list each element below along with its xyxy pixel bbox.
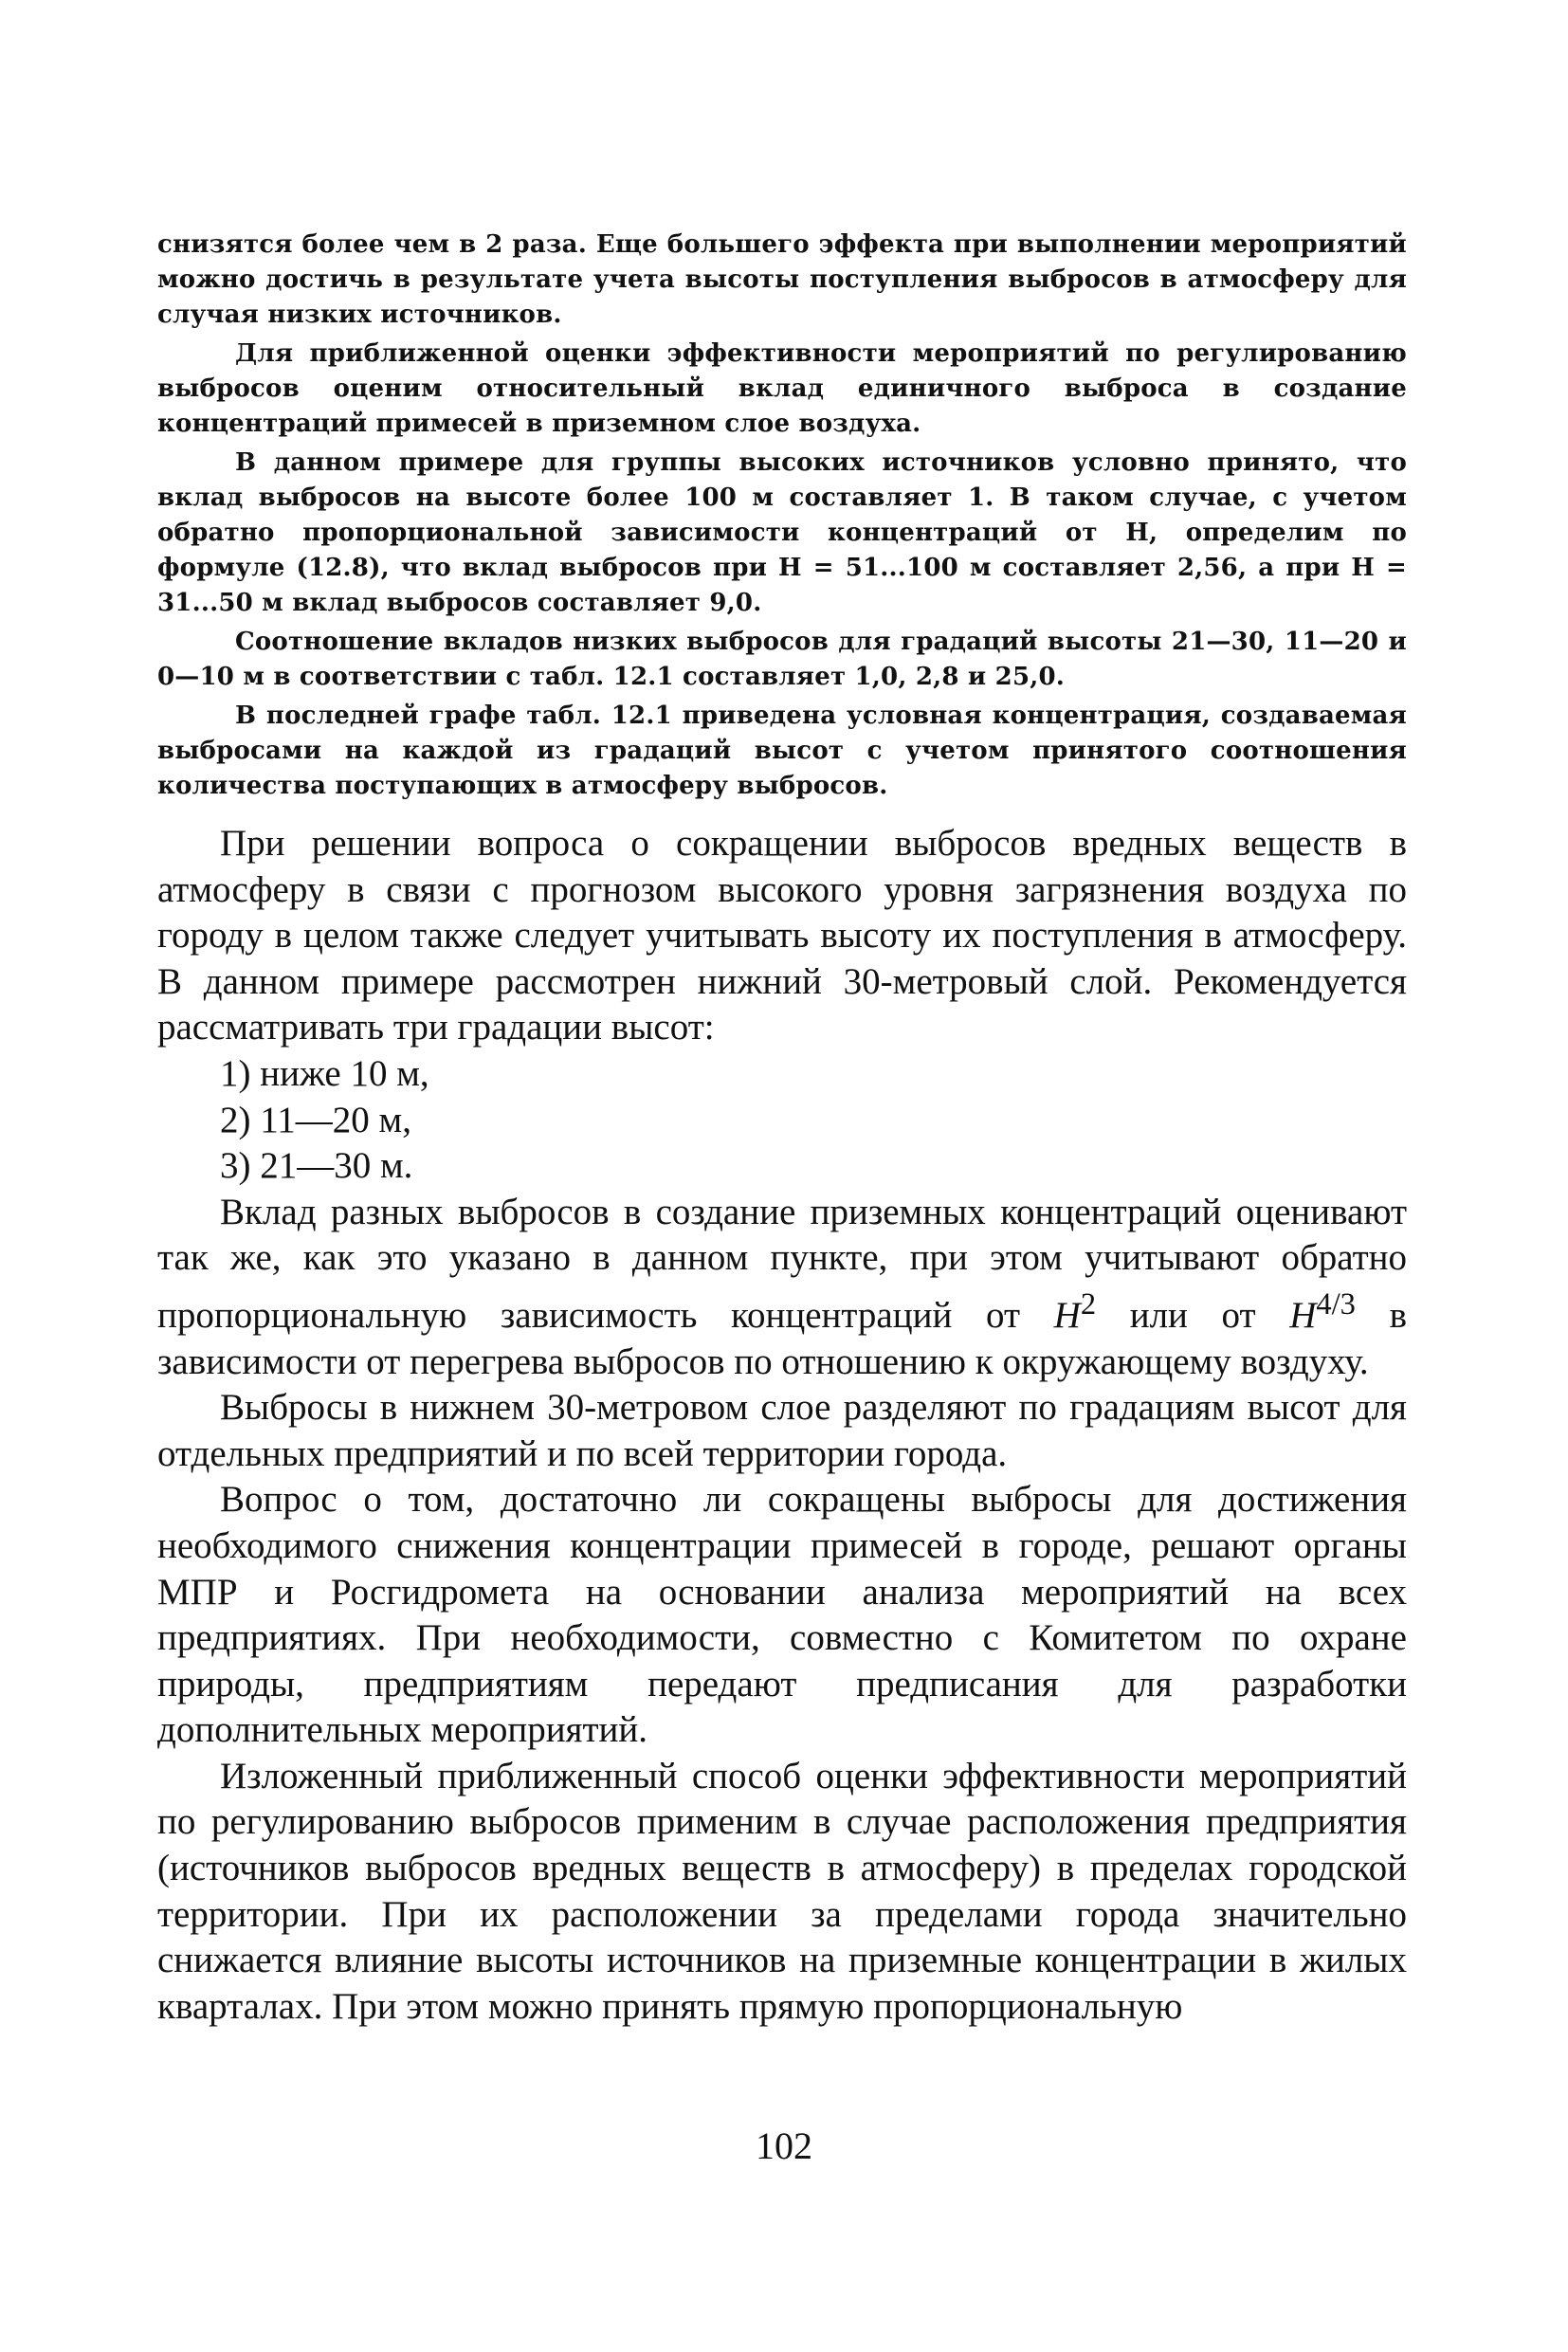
large-paragraph-3: Выбросы в нижнем 30-метровом слое разделяют по градациям высот для отдельных предприятий и по всей территории города. (157, 1387, 1407, 1474)
large-paragraph-5: Изложенный приближенный способ оценки эффективности мероприятий по регулированию выбросов применим в случае расположения предприятия (источников выбросов вредных веществ в атмосферу) в пределах городской территории. При их расположении за пределами города значительно снижается влияние высоты источников на приземные концентрации в жилых кварталах. При этом можно принять прямую пропорциональную (157, 1755, 1407, 2027)
variable-h: H (1053, 1294, 1081, 1336)
list-item: 2) 11—20 м, (220, 1099, 411, 1140)
text-segment: в зависимости от перегрева выбросов по отношению к окружающему воздуху. (157, 1294, 1407, 1382)
height-gradations-list (157, 1051, 1407, 1190)
large-paragraph-1: При решении вопроса о сокращении выбросов вредных веществ в атмосферу в связи с прогнозом высокого уровня загрязнения воздуха по городу в целом также следует учитывать высоту их поступления в атмосферу. В данном примере рассмотрен нижний 30-метровый слой. Рекомендуется рассматривать три градации высот: (157, 823, 1407, 1048)
page-body (157, 228, 1407, 2030)
small-paragraph-5: В последней графе табл. 12.1 приведена условная концентрация, создаваемая выбросами на каждой из градаций высот с учетом принятого соотношения количества поступающих в атмосферу выбросов. (157, 702, 1407, 800)
small-paragraph-3: В данном примере для группы высоких источников условно принято, что вклад выбросов на высоте более 100 м составляет 1. В таком случае, с учетом обратно пропорциональной зависимости концентраций от H, определим по формуле (12.8), что вклад выбросов при H = 51...100 м составляет 2,56, а при H = 31...50 м вклад выбросов составляет 9,0. (157, 448, 1407, 617)
text-segment: Вклад разных выбросов в создание приземных концентраций оценивают так же, как это указано в данном пункте, при этом учитывают обратно пропорциональную зависимость концентраций от (157, 1191, 1407, 1336)
list-item: 3) 21—30 м. (220, 1145, 413, 1187)
exponent: 4/3 (1316, 1286, 1356, 1322)
large-paragraph-2 (157, 1190, 1407, 1385)
small-paragraph-4: Соотношение вкладов низких выбросов для градаций высоты 21—30, 11—20 и 0—10 м в соответствии с табл. 12.1 составляет 1,0, 2,8 и 25,0. (157, 628, 1407, 691)
small-paragraph-2: Для приближенной оценки эффективности мероприятий по регулированию выбросов оценим относительный вклад единичного выброса в создание концентраций примесей в приземном слое воздуха. (157, 339, 1407, 438)
variable-h: H (1289, 1294, 1317, 1336)
page-number: 102 (756, 2124, 812, 2167)
text-segment: или от (1096, 1294, 1290, 1336)
list-item: 1) ниже 10 м, (220, 1052, 429, 1094)
small-paragraph-1: снизятся более чем в 2 раза. Еще большего эффекта при выполнении мероприятий можно достичь в результате учета высоты поступления выбросов в атмосферу для случая низких источников. (157, 230, 1407, 329)
exponent: 2 (1080, 1286, 1097, 1322)
large-paragraph-4: Вопрос о том, достаточно ли сокращены выбросы для достижения необходимого снижения концентрации примесей в городе, решают органы МПР и Росгидромета на основании анализа мероприятий на всех предприятиях. При необходимости, совместно с Комитетом по охране природы, предприятиям передают предписания для разработки дополнительных мероприятий. (157, 1479, 1407, 1751)
